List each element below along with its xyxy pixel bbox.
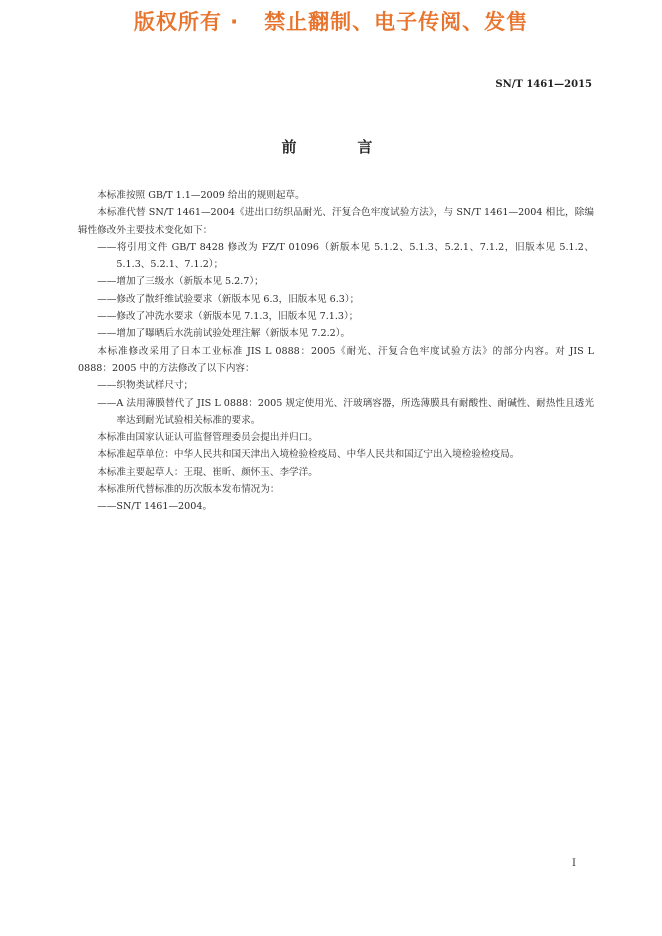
change-item-reference: ——将引用文件 GB/T 8428 修改为 FZ/T 01096（新版本见 5.1.2、5.1.3、5.2.1、7.1.2，旧版本见 5.1.2、5.1.3、5.2.1、7.1.2）； xyxy=(97,241,594,271)
jis-item-specimen-size: ——织物类试样尺寸； xyxy=(97,380,194,392)
paragraph-drafters: 本标准主要起草人：王琨、崔昕、颜怀玉、李学洋。 xyxy=(97,466,318,478)
paragraph-drafting-units: 本标准起草单位：中华人民共和国天津出入境检验检疫局、中华人民共和国辽宁出入境检验检疫局。 xyxy=(97,449,520,461)
paragraph-replacement: 本标准代替 SN/T 1461—2004《进出口纺织品耐光、汗复合色牢度试验方法》，与 SN/T 1461—2004 相比，除编辑性修改外主要技术变化如下： xyxy=(78,207,594,236)
history-item: ——SN/T 1461—2004。 xyxy=(97,501,213,513)
paragraph-history: 本标准所代替标准的历次版本发布情况为： xyxy=(97,484,280,496)
change-item-loose-fiber: ——修改了散纤维试验要求（新版本见 6.3，旧版本见 6.3）； xyxy=(97,293,360,305)
change-item-exposure-note: ——增加了曝晒后水洗前试验处理注解（新版本见 7.2.2）。 xyxy=(97,328,351,340)
standard-code: SN/T 1461—2015 xyxy=(495,79,592,90)
paragraph-drafting-rule: 本标准按照 GB/T 1.1—2009 给出的规则起草。 xyxy=(97,190,305,201)
paragraph-jis-adoption: 本标准修改采用了日本工业标准 JIS L 0888：2005《耐光、汗复合色牢度试验方法》的部分内容。对 JIS L 0888：2005 中的方法修改了以下内容： xyxy=(78,345,594,374)
page-number: I xyxy=(572,858,576,869)
change-item-water-grade: ——增加了三级水（新版本见 5.2.7）； xyxy=(97,276,264,288)
change-item-rinse-water: ——修改了冲洗水要求（新版本见 7.1.3，旧版本见 7.1.3）； xyxy=(97,311,359,323)
foreword-body xyxy=(78,187,594,516)
page-title: 前 言 xyxy=(281,138,381,156)
paragraph-proposer: 本标准由国家认证认可监督管理委员会提出并归口。 xyxy=(97,432,318,444)
jis-item-film: ——A 法用薄膜替代了 JIS L 0888：2005 规定使用光、汗玻璃容器，所选薄膜具有耐酸性、耐碱性、耐热性且透光率达到耐光试验相关标准的要求。 xyxy=(97,397,594,426)
copyright-watermark: 版权所有 · 禁止翻制、电子传阅、发售 xyxy=(133,10,529,34)
